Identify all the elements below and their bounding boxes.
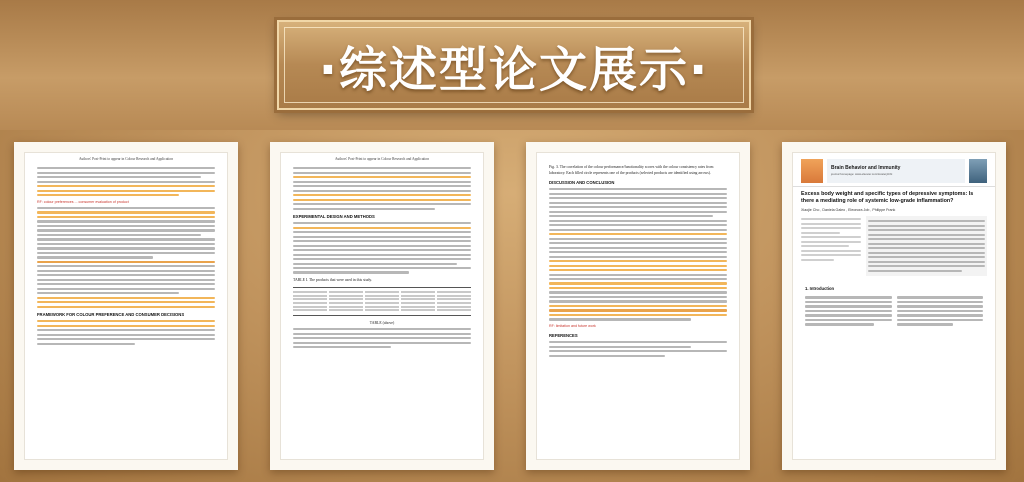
table-caption: TABLE I. The products that were used in this study. (293, 277, 372, 282)
page-header: Authors' Post-Print to appear in Colour Research and Application (78, 157, 174, 161)
section-heading: 1. Introduction (805, 286, 835, 292)
section-heading: DISCUSSION AND CONCLUSION (549, 180, 615, 185)
margin-annotation: RF: limitation and future work (549, 323, 596, 328)
journal-header (793, 153, 995, 187)
products-table (293, 287, 471, 316)
paper-page-2 (280, 152, 484, 460)
paper-card-1[interactable] (14, 142, 238, 470)
banner-title: ·综述型论文展示· (318, 41, 710, 98)
paper-page-3 (536, 152, 740, 460)
article-authors: Xiaojie Cho , Daniela Galeo , Eleonora Job , Philippe Frank (801, 208, 896, 212)
table-note: TABLE (above) (369, 320, 395, 325)
paper-page-1 (24, 152, 228, 460)
title-banner (277, 20, 751, 110)
journal-cover-icon (969, 159, 987, 183)
page-header: Authors' Post-Print to appear in Colour Research and Application (334, 157, 430, 161)
figure-caption: Fig. 3. The correlation of the colour performance/functionality scores with the colour consistency rates from laboratory. Each filled circle represents one of the products (selected products are identified using arrows). (549, 165, 714, 175)
elsevier-logo-icon (801, 159, 823, 183)
section-heading: EXPERIMENTAL DESIGN AND METHODS (293, 213, 375, 219)
section-heading: FRAMEWORK FOR COLOUR PREFERENCE AND CONSUMER DECISIONS (37, 311, 185, 317)
article-title: Excess body weight and specific types of depressive symptoms: Is there a mediating role of systemic low-grade inflammation? (801, 191, 974, 204)
journal-name: Brain Behavior and Immunity (831, 165, 901, 171)
references-heading: REFERENCES (549, 332, 578, 338)
journal-homepage: journal homepage: www.elsevier.com/locate/ybrbi (831, 172, 893, 176)
paper-card-2[interactable] (270, 142, 494, 470)
paper-card-3[interactable] (526, 142, 750, 470)
paper-page-4 (792, 152, 996, 460)
paper-card-4[interactable] (782, 142, 1006, 470)
margin-annotation: RF: colour preferences ... consumer evaluation of product (37, 199, 129, 204)
